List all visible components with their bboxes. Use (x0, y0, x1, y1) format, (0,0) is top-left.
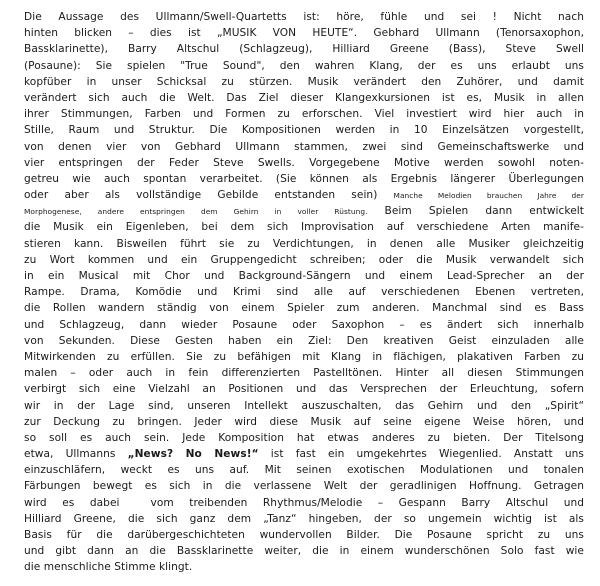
text-line (24, 333, 584, 349)
text-line (24, 543, 584, 559)
text-line (24, 187, 584, 203)
text-line (24, 284, 584, 300)
text-line (24, 41, 584, 57)
text-line (24, 365, 584, 381)
text-line (24, 106, 584, 122)
text-line (24, 203, 584, 219)
text-line (24, 252, 584, 268)
text-line (24, 527, 584, 543)
text-segment: ist fast ein umgekehrtes Wiegenlied. Anstatt uns (258, 448, 584, 461)
text-segment: Bassklarinette), Barry Altschul (Schlagzeug), Hilliard Greene (Bass), Steve Swell (24, 43, 584, 56)
text-segment: die Rollen wandern ständig von einem Spieler zum anderen. Manchmal sind es Bass (24, 302, 584, 315)
text-line (24, 122, 584, 138)
text-line (24, 219, 584, 235)
text-segment: wird es dabei vom treibenden Rhythmus/Melodie – Gespann Barry Altschul und (24, 496, 584, 509)
text-line (24, 90, 584, 106)
text-segment: verändert sich auch die Welt. Das Ziel dieser Klangexkursionen ist es, Musik in allen (24, 91, 584, 104)
text-segment: ihrer Stimmungen, Farben und Formen zu erforschen. Viel investiert wird hier auch in (24, 108, 584, 121)
text-line (24, 139, 584, 155)
text-line (24, 511, 584, 527)
text-segment: von denen vier von Gebhard Ullmann stammen, zwei sind Gemeinschaftswerke und (24, 140, 584, 153)
text-segment: etwa, Ullmanns (24, 448, 128, 461)
text-segment: und Schlagzeug, dann wieder Posaune oder Saxophon – es ändert sich innerhalb (24, 318, 584, 331)
text-segment: Stille, Raum und Struktur. Die Kompositionen werden in 10 Einzelsätzen vorgestellt, (24, 124, 584, 137)
text-line (24, 446, 584, 462)
text-segment: kopfüber in unser Schicksal zu stürzen. Musik verändert den Zuhörer, und damit (24, 75, 584, 88)
text-segment: die Musik ein Eigenleben, bei dem sich Improvisation auf verschiedene Arten manife- (24, 221, 584, 234)
text-line (24, 9, 584, 25)
small-quote-text: Morphogenese, andere entspringen dem Gehirn in voller Rüstung. (24, 207, 368, 217)
text-segment: oder aber als vollständige Gebilde entstanden sein) (24, 189, 394, 202)
text-segment: Färbungen bewegt es sich in die verlassene Welt der geradlinigen Hoffnung. Getragen (24, 480, 584, 493)
text-segment: malen – oder auch in fein differenzierten Pastelltönen. Hinter all diesen Stimmungen (24, 367, 584, 380)
text-line (24, 74, 584, 90)
text-line (24, 58, 584, 74)
text-segment: von Sekunden. Diese Gesten haben ein Ziel: Den kreativen Geist einzuladen alle (24, 334, 584, 347)
text-segment: so soll es auch sein. Jede Komposition hat etwas anderes zu bieten. Der Titelsong (24, 431, 584, 444)
text-line (24, 236, 584, 252)
text-segment: getreu wie auch spontan verarbeitet. (Sie können als Ergebnis längerer Überlegungen (24, 172, 584, 185)
liner-notes-text (24, 9, 584, 576)
text-line (24, 349, 584, 365)
text-segment: (Posaune): Sie spielen "True Sound", den wahren Klang, der es uns erlaubt uns (24, 59, 584, 72)
text-line (24, 462, 584, 478)
text-segment: Beim Spielen dann entwickelt (367, 205, 584, 218)
text-segment: Basis für die darübergeschichteten wundervollen Bilder. Die Posaune spricht zu uns (24, 529, 584, 541)
text-segment: einzuschläfern, weckt es uns auf. Mit seinen exotischen Modulationen und tonalen (24, 464, 584, 477)
text-line (24, 430, 584, 446)
text-line (24, 414, 584, 430)
small-quote-text: Manche Melodien brauchen Jahre der (393, 191, 584, 201)
bold-title-text: „News? No News!“ (127, 448, 259, 461)
text-line (24, 268, 584, 284)
text-line (24, 495, 584, 511)
text-line (24, 300, 584, 316)
text-line (24, 171, 584, 187)
text-line (24, 317, 584, 333)
text-line (24, 398, 584, 414)
text-segment: stieren kann. Bisweilen führt sie zu Verdichtungen, in denen alle Musiker gleichzeitig (24, 237, 584, 250)
text-segment: Hilliard Greene, die sich ganz dem „Tanz“ hingeben, der so ungemein wichtig ist als (24, 512, 584, 525)
text-line (24, 381, 584, 397)
text-line (24, 25, 584, 41)
text-segment: und gibt dann an die Bassklarinette weiter, die in einem wunderschönen Solo fast wie (24, 545, 584, 558)
text-line (24, 155, 584, 171)
text-segment: verbirgt sich eine Vielzahl an Positionen und das Versprechen der Erleuchtung, sofern (24, 383, 584, 396)
text-segment: zu Wort kommen und ein Gruppengedicht schreiben; oder die Musik verwandelt sich (24, 253, 584, 266)
text-segment: Rampe. Drama, Komödie und Krimi sind alle auf verschiedenen Ebenen vertreten, (24, 286, 584, 299)
text-segment: Mitwirkenden zu erfüllen. Sie zu befähigen mit Klang in flächigen, plakativen Farben zu (24, 350, 584, 363)
text-line (24, 478, 584, 494)
text-segment: vier entspringen der Feder Steve Swells. Vorgegebene Motive werden sowohl noten- (24, 156, 584, 169)
text-segment: die menschliche Stimme klingt. (24, 561, 193, 574)
text-segment: in ein Musical mit Chor und Background-Sängern und einem Lead-Sprecher an der (24, 270, 584, 282)
text-segment: Die Aussage des Ullmann/Swell-Quartetts ist: höre, fühle und sei ! Nicht nach (24, 11, 584, 23)
text-segment: hinten blicken – dies ist „MUSIK VON HEUTE“. Gebhard Ullmann (Tenorsaxophon, (24, 27, 584, 40)
text-segment: wir in der Lage sind, unseren Intellekt auszuschalten, das Gehirn und den „Spirit“ (24, 399, 584, 412)
text-line (24, 559, 584, 575)
text-segment: zur Deckung zu bringen. Jeder wird diese Musik auf seine eigene Weise hören, und (24, 415, 584, 428)
